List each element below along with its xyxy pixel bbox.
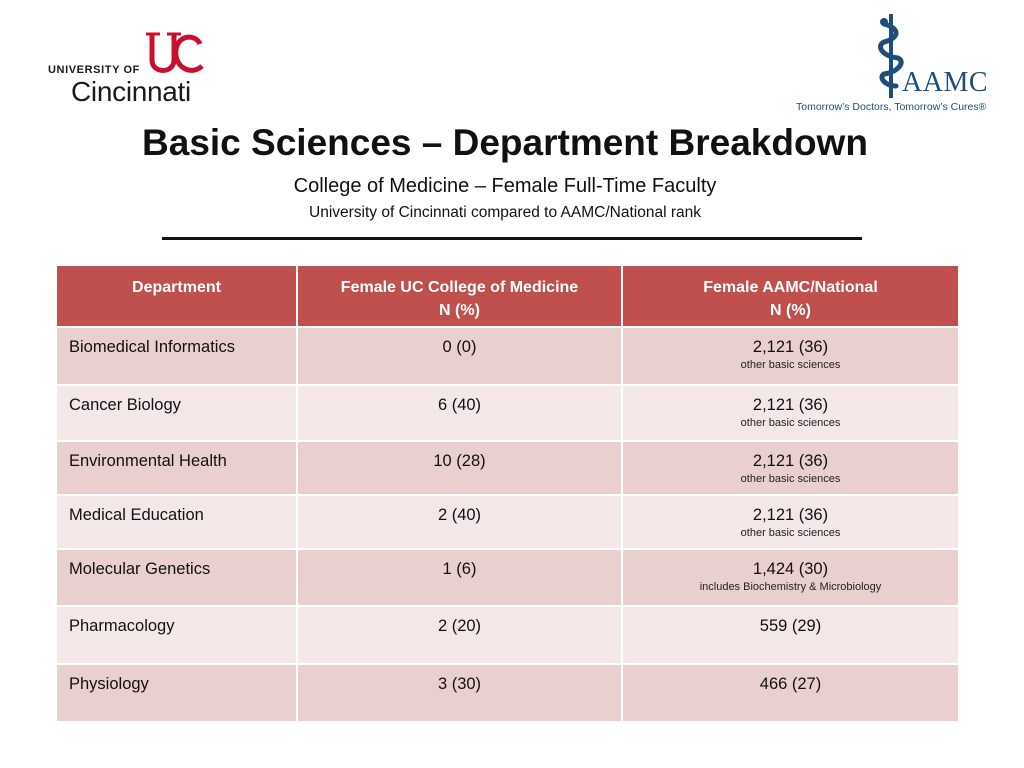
column-header-uc: [297, 265, 622, 327]
column-header-sublabel: N (%): [439, 302, 480, 319]
table-row: [56, 495, 959, 549]
uc-value-cell: 2 (20): [297, 606, 622, 664]
column-header-department: [56, 265, 297, 327]
department-table: [55, 264, 960, 723]
department-cell: Molecular Genetics: [56, 549, 297, 606]
aamc-value: 466 (27): [759, 675, 822, 693]
aamc-value-cell: [622, 606, 959, 664]
aamc-note: other basic sciences: [740, 417, 841, 429]
column-header-label: Female UC College of Medicine: [340, 279, 579, 296]
aamc-logo: [790, 12, 1005, 118]
table-row: [56, 385, 959, 441]
aamc-value-cell: [622, 495, 959, 549]
uc-value-cell: 3 (30): [297, 664, 622, 722]
aamc-value: 2,121 (36): [752, 338, 829, 356]
uc-value-cell: 6 (40): [297, 385, 622, 441]
aamc-value-cell: [622, 664, 959, 722]
uc-monogram-icon: [144, 30, 204, 82]
department-cell: Environmental Health: [56, 441, 297, 495]
aamc-value-cell: [622, 327, 959, 385]
aamc-wordmark: AAMC: [902, 67, 989, 98]
table-row: [56, 441, 959, 495]
title-divider: [162, 237, 862, 240]
aamc-value: 2,121 (36): [752, 506, 829, 524]
uc-logo-wordmark: Cincinnati: [71, 76, 191, 107]
aamc-value: 2,121 (36): [752, 396, 829, 414]
page-subtitle-secondary: University of Cincinnati compared to AAMC/National rank: [309, 204, 701, 221]
uc-value-cell: 10 (28): [297, 441, 622, 495]
uc-logo: [48, 30, 218, 110]
column-header-aamc: [622, 265, 959, 327]
aamc-note: other basic sciences: [740, 359, 841, 371]
page-title: Basic Sciences – Department Breakdown: [142, 122, 868, 163]
caduceus-icon: [878, 12, 904, 98]
aamc-note: includes Biochemistry & Microbiology: [699, 581, 882, 593]
aamc-note: other basic sciences: [740, 473, 841, 485]
department-cell: Physiology: [56, 664, 297, 722]
aamc-value-cell: [622, 385, 959, 441]
column-header-label: Department: [132, 279, 221, 296]
uc-value-cell: 1 (6): [297, 549, 622, 606]
department-cell: Cancer Biology: [56, 385, 297, 441]
aamc-value: 1,424 (30): [752, 560, 829, 578]
aamc-tagline: Tomorrow’s Doctors, Tomorrow’s Cures®: [796, 101, 987, 113]
aamc-value: 559 (29): [759, 617, 822, 635]
aamc-note: other basic sciences: [740, 527, 841, 539]
department-cell: Biomedical Informatics: [56, 327, 297, 385]
uc-value-cell: 0 (0): [297, 327, 622, 385]
uc-logo-small-text: UNIVERSITY OF: [48, 64, 140, 76]
column-header-sublabel: N (%): [770, 302, 811, 319]
table-row: [56, 664, 959, 722]
page-subtitle: College of Medicine – Female Full-Time Faculty: [293, 175, 717, 197]
table-row: [56, 549, 959, 606]
department-cell: Medical Education: [56, 495, 297, 549]
aamc-value-cell: [622, 441, 959, 495]
table-header-row: [56, 265, 959, 327]
department-cell: Pharmacology: [56, 606, 297, 664]
aamc-value: 2,121 (36): [752, 452, 829, 470]
uc-value-cell: 2 (40): [297, 495, 622, 549]
column-header-label: Female AAMC/National: [703, 279, 878, 296]
table-row: [56, 606, 959, 664]
aamc-value-cell: [622, 549, 959, 606]
table-row: [56, 327, 959, 385]
